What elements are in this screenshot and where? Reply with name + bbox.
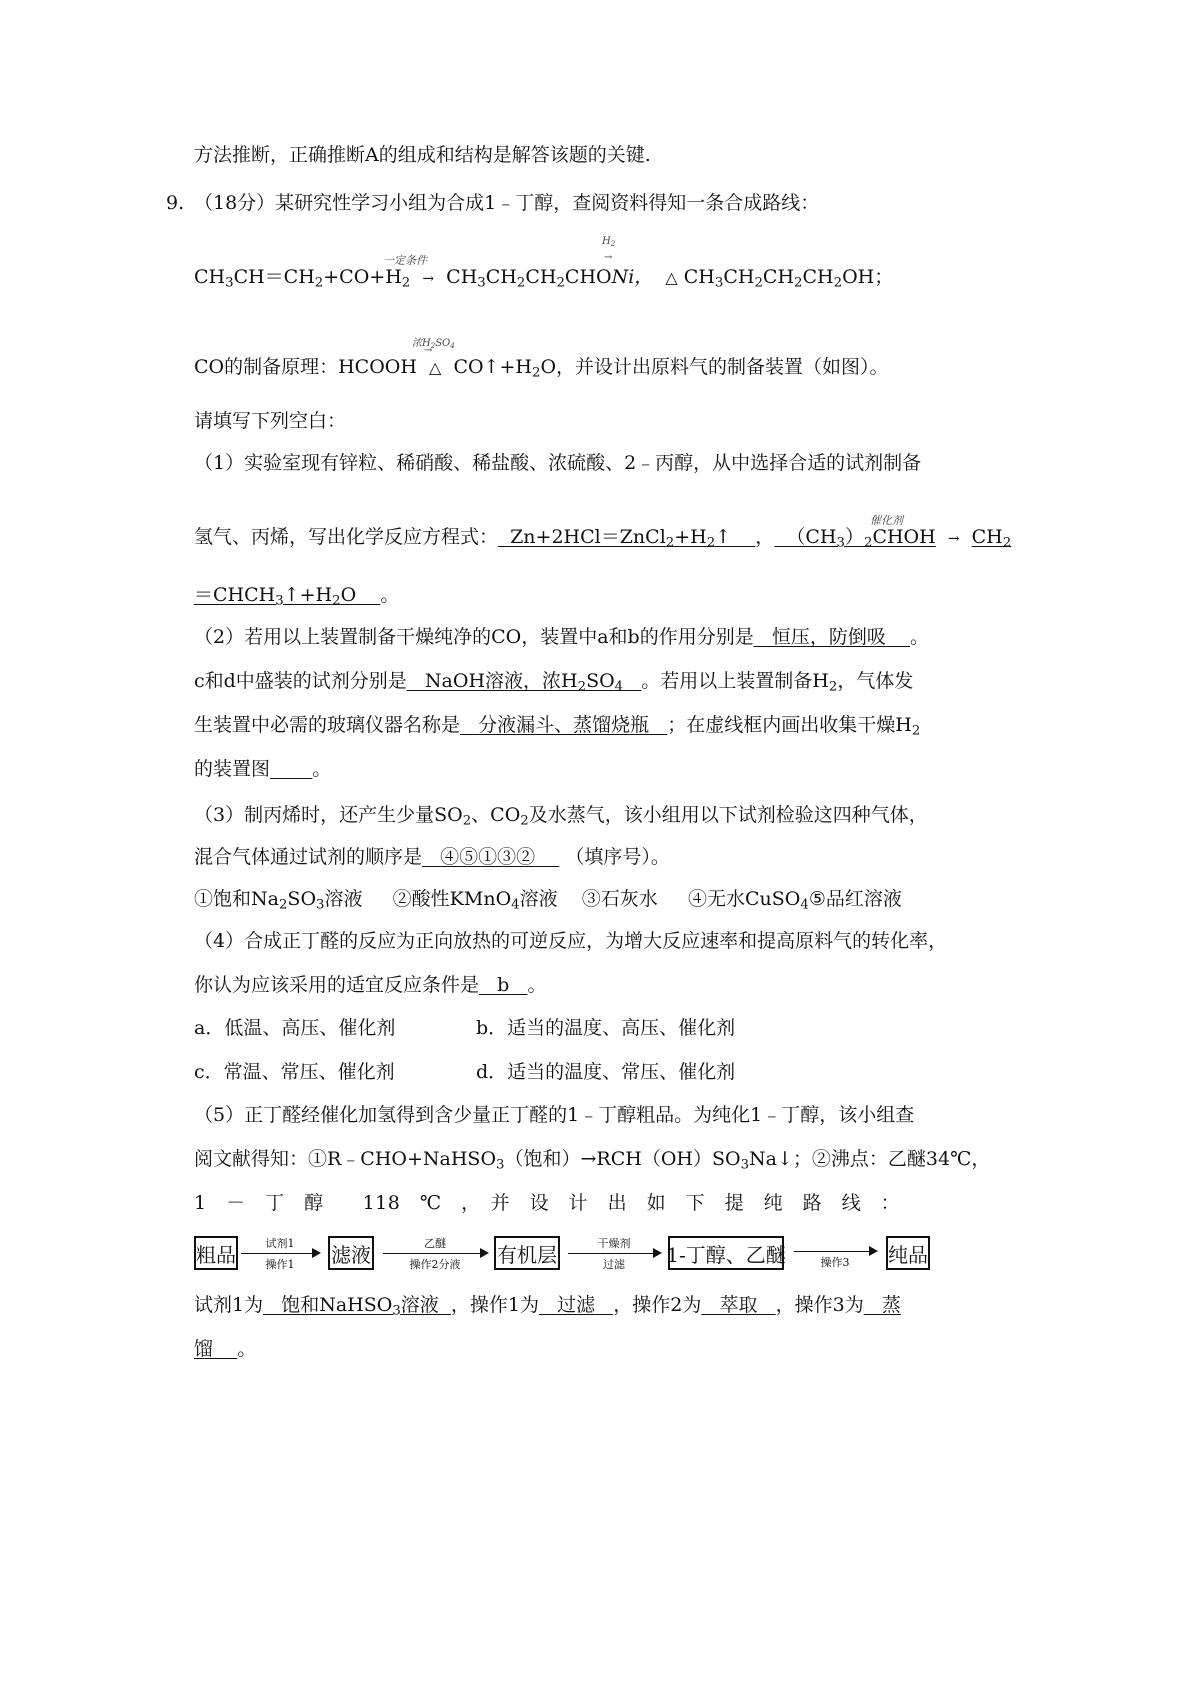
part4-line1: （4）合成正丁醛的反应为正向放热的可逆反应，为增大反应速率和提高原料气的转化率， bbox=[194, 930, 948, 952]
catalyst-label: 催化剂 bbox=[870, 514, 903, 527]
answer-blank bbox=[270, 758, 312, 780]
part5-line5: 馏 。 bbox=[194, 1338, 257, 1360]
conc-h2so4-label: 浓$H_2SO_4$ bbox=[412, 338, 455, 350]
answer-glassware: 分液漏斗、蒸馏烧瓶 bbox=[478, 714, 650, 736]
answer-condition: b bbox=[497, 974, 510, 996]
flow-box-pure: 纯品 bbox=[886, 1236, 930, 1270]
part1-prompt: 氢气、丙烯，写出化学反应方程式： bbox=[194, 526, 499, 548]
answer-propene: $=CHCH_3↑+H_2O$ bbox=[194, 584, 381, 609]
flow-arrow-2 bbox=[383, 1236, 487, 1270]
part5-line3: 1 － 丁 醇 118 ℃ ， 并 设 计 出 如 下 提 纯 路 线 ： bbox=[194, 1192, 901, 1214]
co-prep-prefix: CO的制备原理：HCOOH bbox=[194, 356, 417, 378]
part3-options: ①饱和$Na_2SO_3$溶液 ②酸性KMnO$_4$溶液 ③石灰水 ④无水CuSO$_4$⑤品红溶液 bbox=[194, 888, 902, 913]
part2-q3: 生装置中必需的玻璃仪器名称是 bbox=[194, 714, 461, 736]
part1-line1: （1）实验室现有锌粒、稀硝酸、稀盐酸、浓硫酸、2﹣丙醇，从中选择合适的试剂制备 bbox=[194, 452, 922, 474]
answer-op3-end: 馏 bbox=[194, 1338, 214, 1360]
delta-icon: △ bbox=[665, 268, 678, 287]
arrow-icon: → bbox=[422, 271, 435, 287]
arrow-icon: → bbox=[947, 531, 960, 547]
part4-line2: 你认为应该采用的适宜反应条件是 b 。 bbox=[194, 974, 547, 996]
flow-box-filtrate: 滤液 bbox=[328, 1236, 374, 1270]
question-header: （18分）某研究性学习小组为合成1﹣丁醇，查阅资料得知一条合成路线： bbox=[194, 192, 820, 214]
answer-cd-reagents: NaOH溶液，浓$H_2SO_4$ bbox=[406, 670, 624, 695]
option-b: b．适当的温度、高压、催化剂 bbox=[476, 1017, 736, 1039]
part2-q2: c和d中盛装的试剂分别是 bbox=[194, 670, 407, 692]
question-number: 9. bbox=[166, 192, 185, 214]
intro-line: 方法推断，正确推断A的组成和结构是解答该题的关键. bbox=[194, 144, 651, 166]
answer-op3-start: 蒸 bbox=[881, 1294, 901, 1316]
answer-order: ④⑤①③② bbox=[440, 846, 536, 868]
co-preparation-line: CO的制备原理：HCOOH △ $CO↑+H_2O$，并设计出原料气的制备装置（如图）。 bbox=[194, 356, 889, 381]
option-a: a．低温、高压、催化剂 bbox=[194, 1017, 396, 1039]
part3-line1: （3）制丙烯时，还产生少量$SO_2$、$CO_2$及水蒸气，该小组用以下试剂检验这四种气体， bbox=[194, 804, 928, 829]
part5-line1: （5）正丁醛经催化加氢得到含少量正丁醛的1﹣丁醇粗品。为纯化1﹣丁醇，该小组查 bbox=[194, 1104, 915, 1126]
part2-q4: 的装置图 bbox=[194, 758, 271, 780]
synthesis-route: $CH_3CH=CH_2+CO+H_2$ → $CH_3CH_2CH_2CHONi$， △ $CH_3CH_2CH_2CH_2OH$； bbox=[194, 266, 894, 291]
part1-end: 。 bbox=[380, 584, 400, 606]
part1-line2: 氢气、丙烯，写出化学反应方程式： $Zn+2HCl=ZnCl_2+H_2↑$ ， $(CH_3)_2CHOH \to CH_2$ bbox=[194, 526, 1012, 551]
fill-prompt: 请填写下列空白： bbox=[194, 410, 347, 432]
flow-arrow-1-top: 试剂1 bbox=[265, 1236, 295, 1250]
ni-catalyst-label: Ni， bbox=[611, 266, 654, 288]
option-d: d．适当的温度、常压、催化剂 bbox=[476, 1061, 736, 1083]
h2-over-label: $H_2$ bbox=[602, 236, 616, 248]
part2-line3: 生装置中必需的玻璃仪器名称是 分液漏斗、蒸馏烧瓶 ；在虚线框内画出收集干燥$H_2$ bbox=[194, 714, 921, 739]
option-c: c．常温、常压、催化剂 bbox=[194, 1061, 395, 1083]
condition-label: 一定条件 bbox=[383, 254, 427, 267]
co-prep-suffix: ，并设计出原料气的制备装置（如图）。 bbox=[556, 356, 889, 378]
flow-arrow-2-top: 乙醚 bbox=[424, 1236, 446, 1250]
part5-line2: 阅文献得知：①R﹣CHO+NaHSO$_3$（饱和）$\to RCH(OH)SO_3Na↓$；②沸点：乙醚34℃， bbox=[194, 1148, 991, 1173]
answer-reagent1: 饱和NaHSO$_3$溶液 bbox=[263, 1294, 451, 1319]
answer-op1: 过滤 bbox=[557, 1294, 596, 1316]
flow-box-crude: 粗品 bbox=[194, 1236, 238, 1270]
flow-arrow-2-bottom: 操作2分液 bbox=[409, 1257, 461, 1271]
part2-line2: c和d中盛装的试剂分别是 NaOH溶液，浓$H_2SO_4$ 。若用以上装置制备$H_2$，气体发 bbox=[194, 670, 914, 695]
answer-op2: 萃取 bbox=[719, 1294, 758, 1316]
flow-arrow-3 bbox=[568, 1236, 660, 1270]
delta-icon: △ bbox=[429, 358, 442, 377]
answer-ab-function: 恒压，防倒吸 bbox=[771, 626, 886, 648]
flow-box-organic-layer: 有机层 bbox=[494, 1236, 560, 1270]
flow-box-butanol-ether: 1-丁醇、乙醚 bbox=[668, 1236, 784, 1270]
answer-propanol: $(CH_3)_2CHOH$ bbox=[774, 526, 936, 551]
part5-line4: 试剂1为 饱和NaHSO$_3$溶液 ，操作1为 过滤 ，操作2为 萃取 ，操作3为 蒸 bbox=[194, 1294, 901, 1319]
flow-arrow-4-bottom: 操作3 bbox=[820, 1256, 850, 1269]
flow-arrow-3-bottom: 过滤 bbox=[603, 1257, 625, 1271]
part3-line2: 混合气体通过试剂的顺序是 ④⑤①③② （填序号）。 bbox=[194, 846, 670, 868]
answer-zn-hcl: $Zn+2HCl=ZnCl_2+H_2↑$ bbox=[498, 526, 756, 551]
flow-arrow-3-top: 干燥剂 bbox=[597, 1236, 631, 1250]
small-arrow-icon: → bbox=[604, 252, 613, 263]
flow-arrow-1-bottom: 操作1 bbox=[265, 1257, 295, 1271]
part2-line4: 的装置图 。 bbox=[194, 758, 332, 780]
part2-q1: （2）若用以上装置制备干燥纯净的CO，装置中a和b的作用分别是 bbox=[194, 626, 754, 648]
flow-arrow-1 bbox=[241, 1236, 319, 1270]
part1-line3 bbox=[194, 584, 400, 609]
part2-line1: （2）若用以上装置制备干燥纯净的CO，装置中a和b的作用分别是 恒压，防倒吸 。 bbox=[194, 626, 930, 648]
small-arrow-icon: → bbox=[424, 345, 433, 356]
flow-arrow-4 bbox=[794, 1236, 876, 1270]
